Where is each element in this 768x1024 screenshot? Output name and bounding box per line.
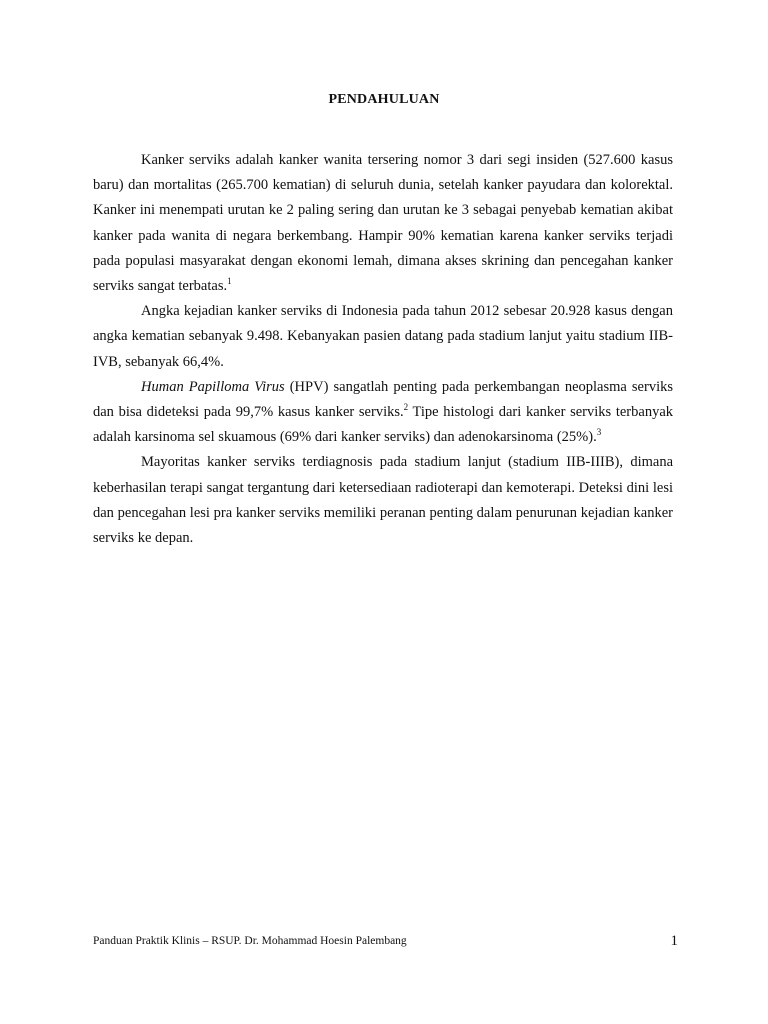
body-paragraph <box>93 299 673 375</box>
body-paragraph <box>93 375 673 451</box>
page-title: PENDAHULUAN <box>328 92 440 107</box>
body-paragraph <box>93 148 673 299</box>
body-paragraph <box>93 450 673 551</box>
footnote-reference: 3 <box>596 427 602 438</box>
italic-term: Human Papilloma Virus <box>141 378 285 395</box>
paragraph-text: Angka kejadian kanker serviks di Indonesia pada tahun 2012 sebesar 20.928 kasus dengan angka kematian sebanyak 9.498. Kebanyakan pasien datang pada stadium lanjut yaitu stadium IIB-IVB, sebanyak 66,4%. <box>93 303 673 370</box>
page-number: 1 <box>670 933 678 949</box>
paragraph-text: (HPV) sangatlah penting pada perkembangan neoplasma serviks dan bisa dideteksi pada 99,7% kasus kanker serviks. <box>93 378 673 421</box>
paragraph-text: Kanker serviks adalah kanker wanita tersering nomor 3 dari segi insiden (527.600 kasus baru) dan mortalitas (265.700 kematian) di seluruh dunia, setelah kanker payudara dan kolorektal. Kanker ini menempati urutan ke 2 paling sering dan urutan ke 3 sebagai penyebab kematian akibat kanker pada wanita di negara berkembang. Hampir 90% kematian karena kanker serviks terjadi pada populasi masyarakat dengan ekonomi lemah, dimana akses skrining dan pencegahan kanker serviks sangat terbatas. <box>93 152 673 295</box>
paragraph-text: Mayoritas kanker serviks terdiagnosis pada stadium lanjut (stadium IIB-IIIB), dimana keberhasilan terapi sangat tergantung dari ketersediaan radioterapi dan kemoterapi. Deteksi dini lesi dan pencegahan lesi pra kanker serviks memiliki peranan penting dalam penurunan kejadian kanker serviks ke depan. <box>93 454 673 547</box>
document-body <box>93 148 673 551</box>
footnote-reference: 1 <box>227 276 232 287</box>
footer-text: Panduan Praktik Klinis – RSUP. Dr. Mohammad Hoesin Palembang <box>93 935 407 947</box>
footnote-reference: 2 <box>403 402 409 413</box>
paragraph-text: Tipe histologi dari kanker serviks terbanyak adalah karsinoma sel skuamous (69% dari kanker serviks) dan adenokarsinoma (25%). <box>93 404 674 446</box>
page-footer <box>93 933 678 953</box>
